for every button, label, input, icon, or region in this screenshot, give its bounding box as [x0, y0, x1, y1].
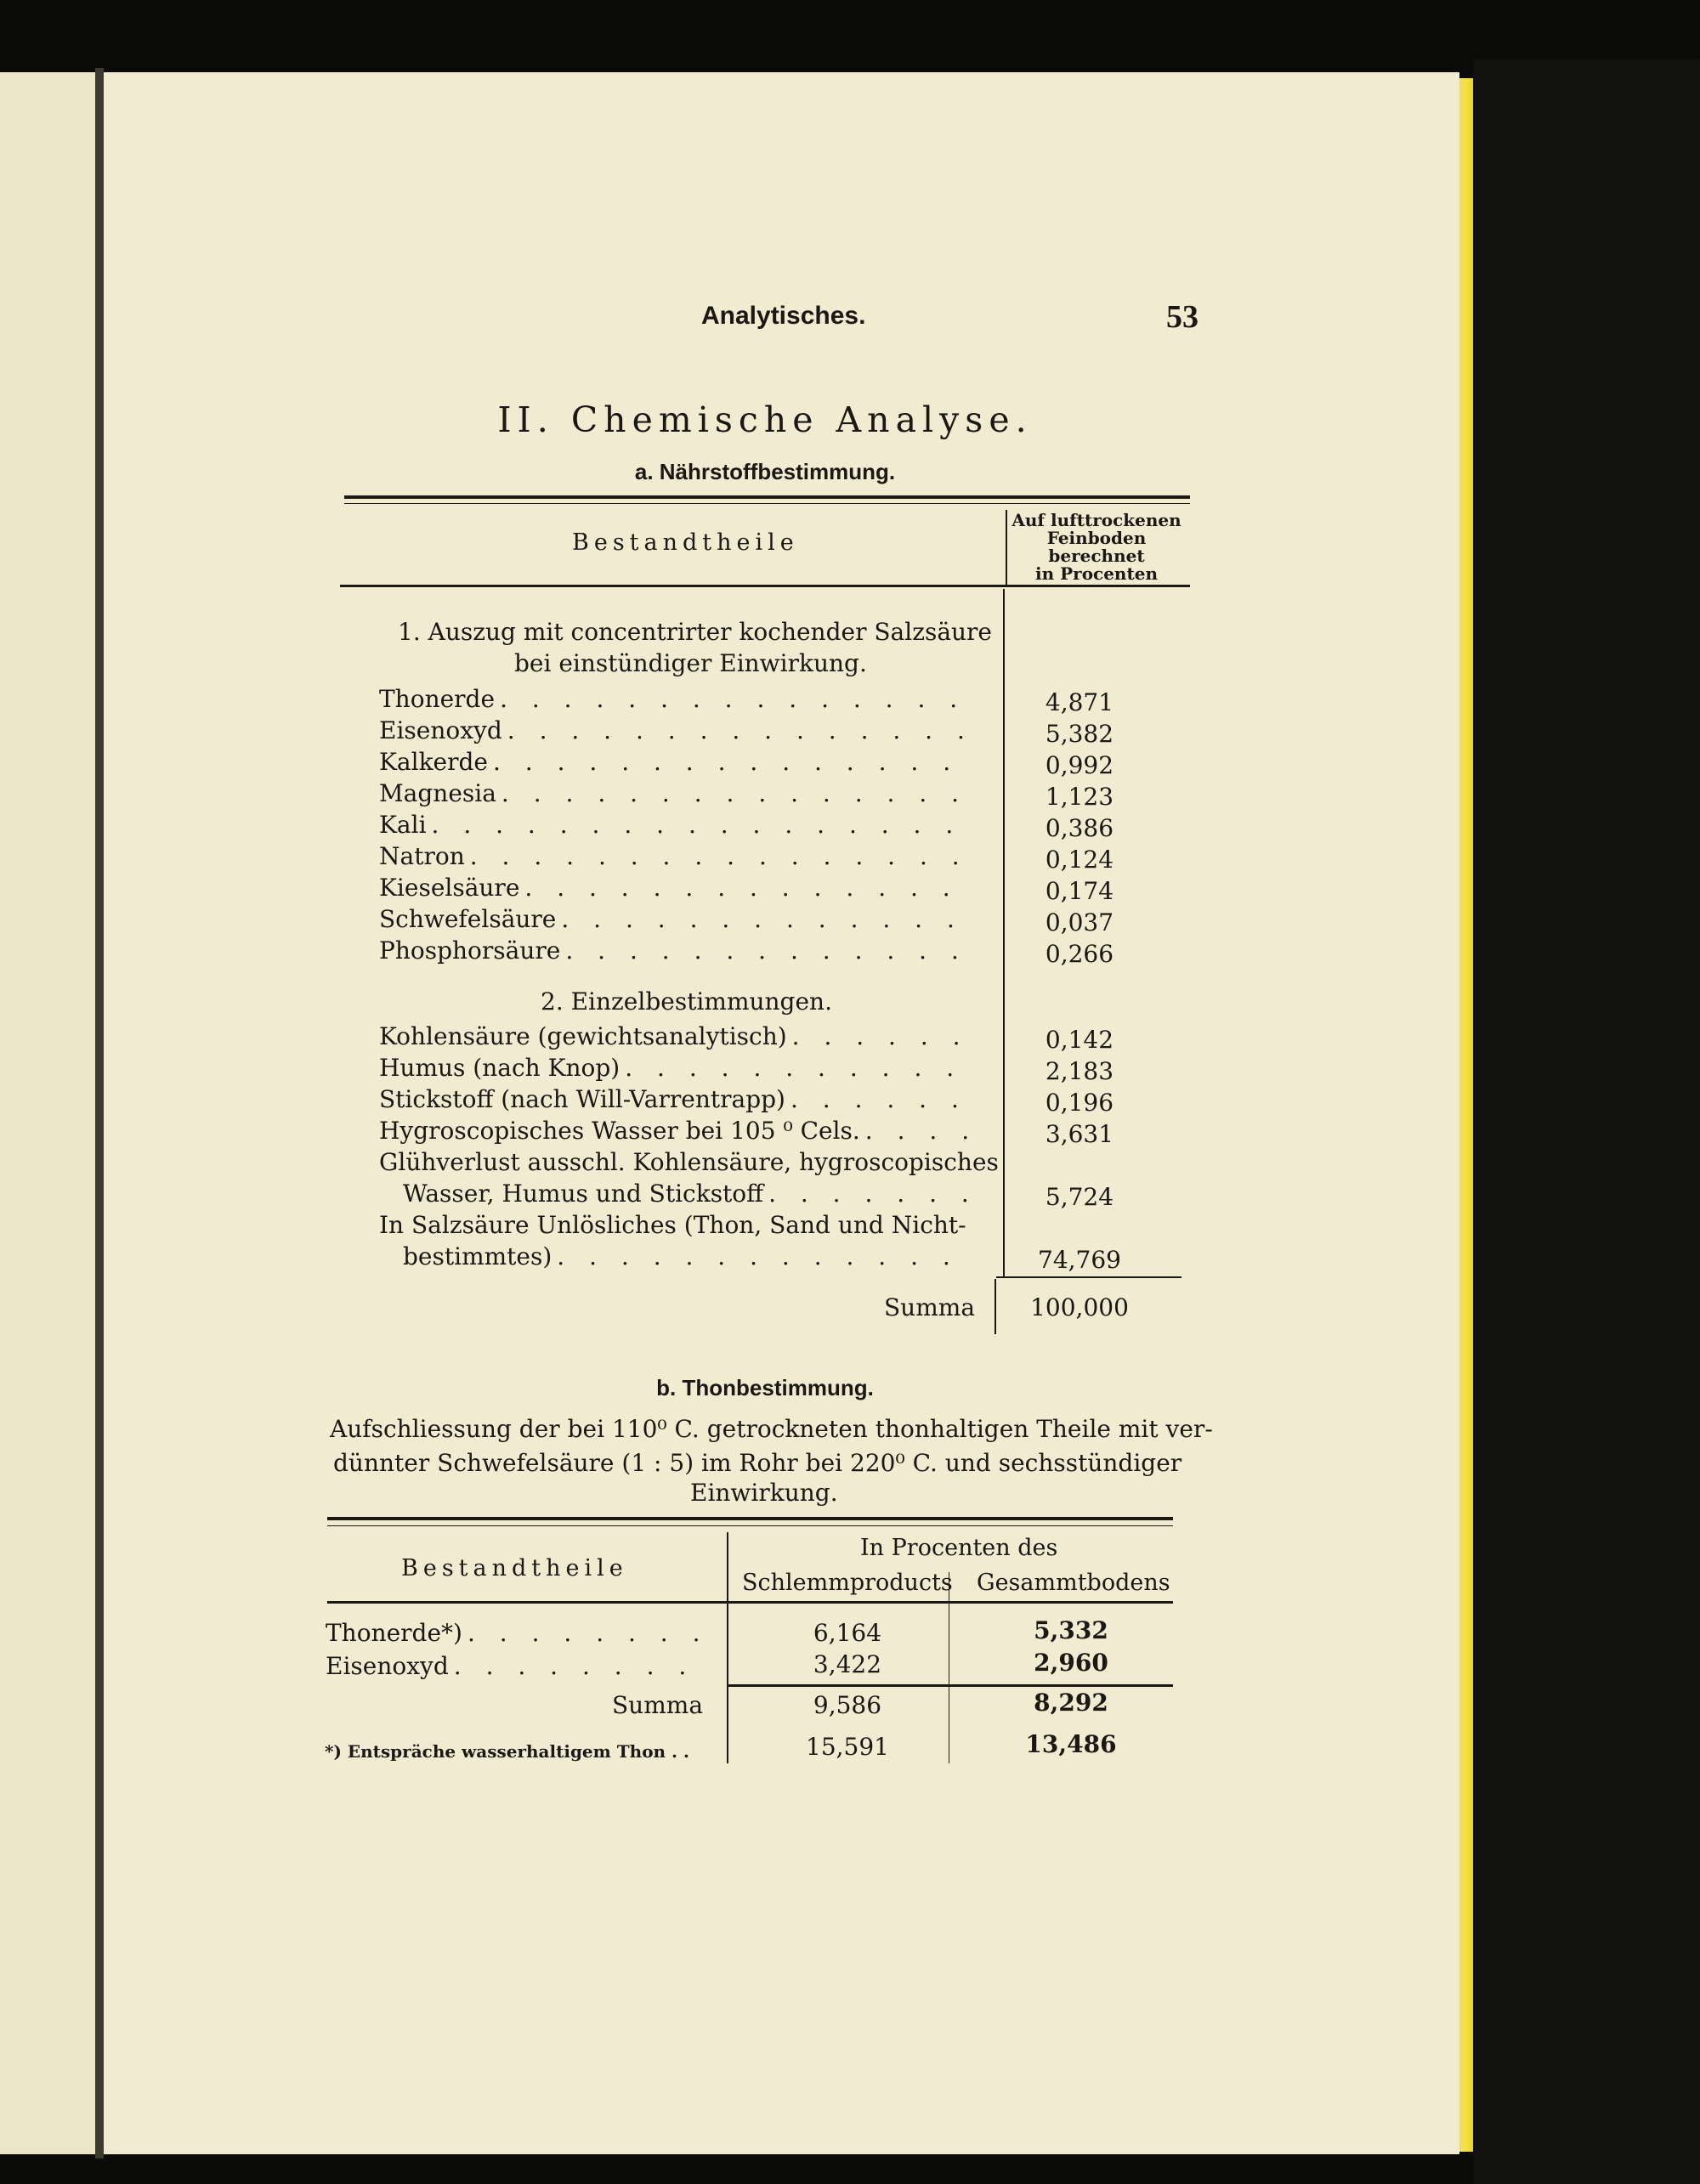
dot-leader [768, 1180, 976, 1208]
group2-title: 2. Einzelbestimmungen. [541, 987, 832, 1016]
row-label: Thonerde*) [326, 1619, 462, 1647]
dot-leader [432, 811, 976, 839]
dot-leader [792, 1022, 976, 1050]
dot-leader [507, 716, 976, 744]
footnote-v1: 15,591 [806, 1733, 889, 1761]
rule-header-bottom [340, 585, 1190, 587]
row-label: Stickstoff (nach Will-Varrentrapp) [379, 1085, 785, 1113]
row-value: 5,332 [1034, 1616, 1108, 1644]
col-header-bestandtheile: Bestandtheile [572, 529, 799, 556]
b-col-group: In Procenten des [860, 1535, 1058, 1561]
row-value: 3,422 [813, 1650, 882, 1678]
row-label: Kali [379, 811, 427, 839]
b-summa-label: Summa [612, 1691, 704, 1719]
footnote-v2: 13,486 [1025, 1730, 1117, 1758]
table-row [379, 842, 976, 873]
dot-leader [500, 685, 976, 713]
summa-label: Summa [884, 1293, 976, 1321]
b-summa-v1: 9,586 [813, 1691, 882, 1719]
b-col1: Schlemmproducts [742, 1570, 953, 1596]
table-row [379, 1054, 976, 1084]
paragraph-line: Aufschliessung der bei 110⁰ C. getrockneten thonhaltigen Theile mit ver- [330, 1415, 1213, 1443]
unloeslich-line1: In Salzsäure Unlösliches (Thon, Sand und Nicht- [379, 1211, 966, 1239]
table-row [403, 1180, 976, 1210]
row-value: 5,724 [1045, 1183, 1114, 1211]
section-title: II. Chemische Analyse. [497, 399, 1033, 440]
dot-leader [454, 1652, 700, 1680]
table-row [326, 1619, 700, 1647]
table-row [379, 1117, 976, 1147]
rule-column-divider [1003, 589, 1005, 1277]
row-label: Schwefelsäure [379, 905, 557, 933]
table-row [379, 779, 976, 810]
row-label: Hygroscopisches Wasser bei 105 ⁰ Cels. [379, 1117, 860, 1145]
table-row [379, 716, 976, 747]
page-header [680, 299, 1198, 344]
dot-leader [625, 1054, 976, 1082]
dot-leader [468, 1619, 700, 1647]
table-row [379, 811, 976, 841]
running-title: Analytisches. [701, 302, 866, 330]
subtitle-b: b. Thonbestimmung. [656, 1375, 874, 1400]
dot-leader [557, 1242, 976, 1270]
summa-value: 100,000 [1030, 1293, 1129, 1321]
row-label: Kieselsäure [379, 874, 520, 902]
row-value: 0,142 [1045, 1026, 1114, 1054]
left-page-edge [0, 72, 95, 2154]
row-value: 3,631 [1045, 1120, 1114, 1148]
row-label: Kalkerde [379, 748, 488, 776]
row-value: 0,174 [1045, 877, 1114, 905]
table-row [379, 748, 976, 778]
row-value: 2,960 [1034, 1649, 1108, 1677]
row-label: bestimmtes) [403, 1242, 552, 1270]
paragraph-line: Einwirkung. [690, 1479, 838, 1507]
row-value: 0,037 [1045, 908, 1114, 936]
row-value: 5,382 [1045, 720, 1114, 748]
paragraph-line: dünnter Schwefelsäure (1 : 5) im Rohr bei 220⁰ C. und sechsstündiger [333, 1449, 1182, 1477]
col-header-procenten [1003, 512, 1190, 583]
dot-leader [865, 1117, 976, 1145]
row-value: 0,196 [1045, 1089, 1114, 1117]
footnote: *) Entspräche wasserhaltigem Thon . . [325, 1741, 689, 1762]
table-row [403, 1242, 976, 1273]
row-value: 0,266 [1045, 940, 1114, 968]
row-label: Phosphorsäure [379, 936, 561, 965]
col-header-line: berechnet [1048, 546, 1145, 566]
rule-top-thin [344, 503, 1190, 504]
row-label: Humus (nach Knop) [379, 1054, 620, 1082]
row-value: 74,769 [1038, 1246, 1121, 1274]
row-value: 0,386 [1045, 814, 1114, 842]
row-value: 4,871 [1045, 688, 1114, 716]
row-label: Natron [379, 842, 465, 870]
page-number: 53 [1166, 299, 1198, 335]
table-row [379, 1022, 976, 1053]
page-edges [1459, 78, 1473, 2152]
row-value: 1,123 [1045, 783, 1114, 811]
row-value: 0,124 [1045, 846, 1114, 874]
rule-sum [996, 1276, 1182, 1278]
row-value: 6,164 [813, 1619, 882, 1647]
group1-title: 1. Auszug mit concentrirter kochender Salzsäure [398, 618, 993, 646]
dot-leader [565, 936, 976, 965]
b-col-header-bestandtheile: Bestandtheile [401, 1555, 628, 1581]
table-row [379, 905, 976, 936]
rule-sum-divider [994, 1279, 996, 1334]
rule-b-header-bottom [327, 1601, 1173, 1604]
table-row [326, 1652, 700, 1680]
rule-b-top-thick [327, 1517, 1173, 1520]
dot-leader [790, 1085, 976, 1113]
subtitle-a: a. Nährstoffbestimmung. [634, 459, 896, 484]
group1-subtitle: bei einstündiger Einwirkung. [514, 649, 867, 677]
gluehverlust-line1: Glühverlust ausschl. Kohlensäure, hygroscopisches [379, 1148, 999, 1176]
b-col2: Gesammtbodens [977, 1570, 1170, 1596]
book-gutter [95, 68, 104, 2159]
dot-leader [561, 905, 976, 933]
table-row [379, 685, 976, 716]
row-label: Wasser, Humus und Stickstoff [403, 1180, 764, 1208]
rule-top-thick [344, 495, 1190, 499]
rule-b-divider [727, 1532, 728, 1763]
col-header-line: Auf lufttrockenen [1012, 510, 1182, 530]
table-row [379, 874, 976, 904]
book-cover-edge [1473, 59, 1700, 2184]
dot-leader [470, 842, 976, 870]
col-header-line: Feinboden [1046, 528, 1147, 548]
rule-b-sum [727, 1684, 1173, 1687]
row-label: Eisenoxyd [379, 716, 502, 744]
row-label: Eisenoxyd [326, 1652, 449, 1680]
dot-leader [493, 748, 976, 776]
dot-leader [502, 779, 976, 807]
row-value: 0,992 [1045, 751, 1114, 779]
dot-leader [524, 874, 976, 902]
table-row [379, 936, 976, 967]
row-label: Magnesia [379, 779, 496, 807]
b-summa-v2: 8,292 [1034, 1689, 1108, 1717]
row-value: 2,183 [1045, 1057, 1114, 1085]
row-label: Thonerde [379, 685, 496, 713]
col-header-line: in Procenten [1035, 563, 1158, 584]
rule-b-top-thin [327, 1525, 1173, 1526]
row-label: Kohlensäure (gewichtsanalytisch) [379, 1022, 787, 1050]
table-row [379, 1085, 976, 1116]
